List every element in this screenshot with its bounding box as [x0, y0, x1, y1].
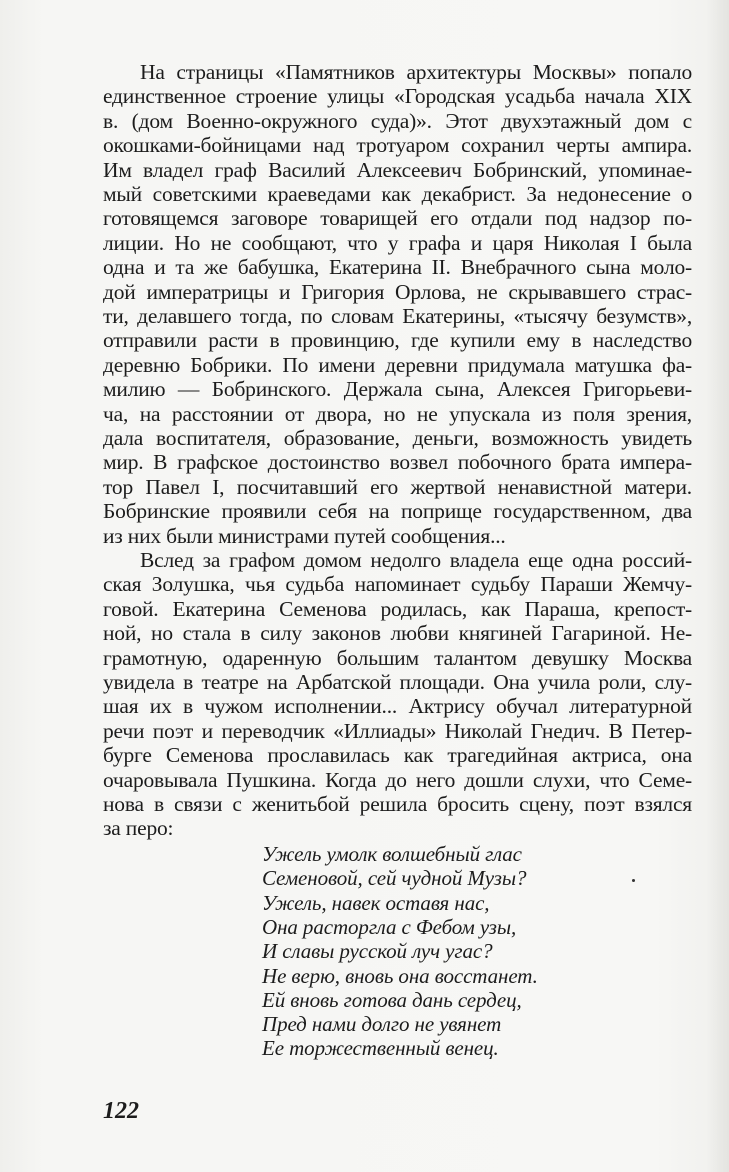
- text-line: из них были министрами путей сообщения...: [103, 523, 506, 548]
- page-number: 122: [103, 1098, 139, 1124]
- text-line: очаровывала Пушкина. Когда до него дошли слухи, что Семе-: [103, 767, 692, 792]
- text-line: ти, делавшего тогда, по словам Екатерины, «тысячу безумств»,: [103, 304, 692, 328]
- text-line: нова в связи с женитьбой решила бросить сцену, поэт взялся: [103, 792, 692, 816]
- text-line: Им владел граф Василий Алексеевич Бобринский, упоминае-: [103, 157, 692, 182]
- text-line: дала воспитателя, образование, деньги, возможность увидеть: [103, 426, 692, 450]
- text-line: милию — Бобринского. Держала сына, Алексея Григорьеви-: [103, 377, 692, 402]
- text-line: деревню Бобрики. По имени деревни придумала матушка фа-: [103, 352, 692, 377]
- poem-line: Она расторгла с Фебом узы,: [262, 914, 517, 939]
- poem-line: Ужель умолк волшебный глас: [262, 842, 522, 866]
- text-line: лиции. Но не сообщают, что у графа и царя Николая I была: [103, 230, 692, 255]
- poem-line: Ее торжественный венец.: [262, 1036, 499, 1061]
- text-line: за перо:: [103, 816, 174, 841]
- text-line: в. (дом Военно-окружного суда)». Этот двухэтажный дом с: [103, 108, 692, 133]
- poem-line: Не верю, вновь она восстанет.: [262, 963, 538, 988]
- poem-line: Ей вновь готова дань сердец,: [262, 987, 522, 1012]
- text-line: окошками-бойницами над тротуаром сохранил черты ампира.: [103, 133, 692, 158]
- text-line: грамотную, одаренную большим талантом девушку Москва: [103, 645, 692, 670]
- text-line: бурге Семенова прославилась как трагедийная актриса, она: [103, 743, 692, 768]
- text-line: отправили расти в провинцию, где купили ему в наследство: [103, 328, 692, 353]
- text-line: говой. Екатерина Семенова родилась, как Параша, крепост-: [103, 596, 692, 621]
- poem-line: Пред нами долго не увянет: [262, 1012, 502, 1037]
- text-line: готовящемся заговоре товарищей его отдали под надзор по-: [103, 206, 692, 231]
- poem-line: Семеновой, сей чудной Музы?: [262, 866, 527, 891]
- text-line: единственное строение улицы «Городская усадьба начала XIX: [103, 84, 692, 109]
- text-line: ча, на расстоянии от двора, но не упускала из поля зрения,: [103, 401, 692, 426]
- text-line: дой императрицы и Григория Орлова, не скрывавшего страс-: [103, 279, 692, 304]
- text-line: ская Золушка, чья судьба напоминает судьбу Параши Жемчу-: [103, 572, 692, 597]
- text-line: Вслед за графом домом недолго владела еще одна россий-: [140, 548, 692, 572]
- text-line: На страницы «Памятников архитектуры Москвы» попало: [140, 60, 692, 84]
- text-line: одна и та же бабушка, Екатерина II. Внебрачного сына моло-: [103, 255, 692, 280]
- text-line: мир. В графское достоинство возвел побочного брата импера-: [103, 450, 692, 475]
- text-line: увидела в театре на Арбатской площади. Она учила роли, слу-: [103, 670, 692, 694]
- text-line: мый советскими краеведами как декабрист. За недонесение о: [103, 182, 692, 206]
- poem-line: И славы русской луч угас?: [262, 939, 493, 964]
- print-speck: [632, 879, 635, 882]
- text-line: шая их в чужом исполнении... Актрису обучал литературной: [103, 694, 692, 719]
- poem-line: Ужель, навек оставя нас,: [262, 890, 490, 915]
- text-line: тор Павел I, посчитавший его жертвой ненавистной матери.: [103, 474, 692, 499]
- page-edge-shadow: [707, 0, 729, 1172]
- text-line: Бобринские проявили себя на поприще государственном, два: [103, 499, 692, 524]
- text-line: ной, но стала в силу законов любви княгиней Гагариной. Не-: [103, 621, 692, 646]
- text-line: речи поэт и переводчик «Иллиады» Николай Гнедич. В Петер-: [103, 718, 692, 743]
